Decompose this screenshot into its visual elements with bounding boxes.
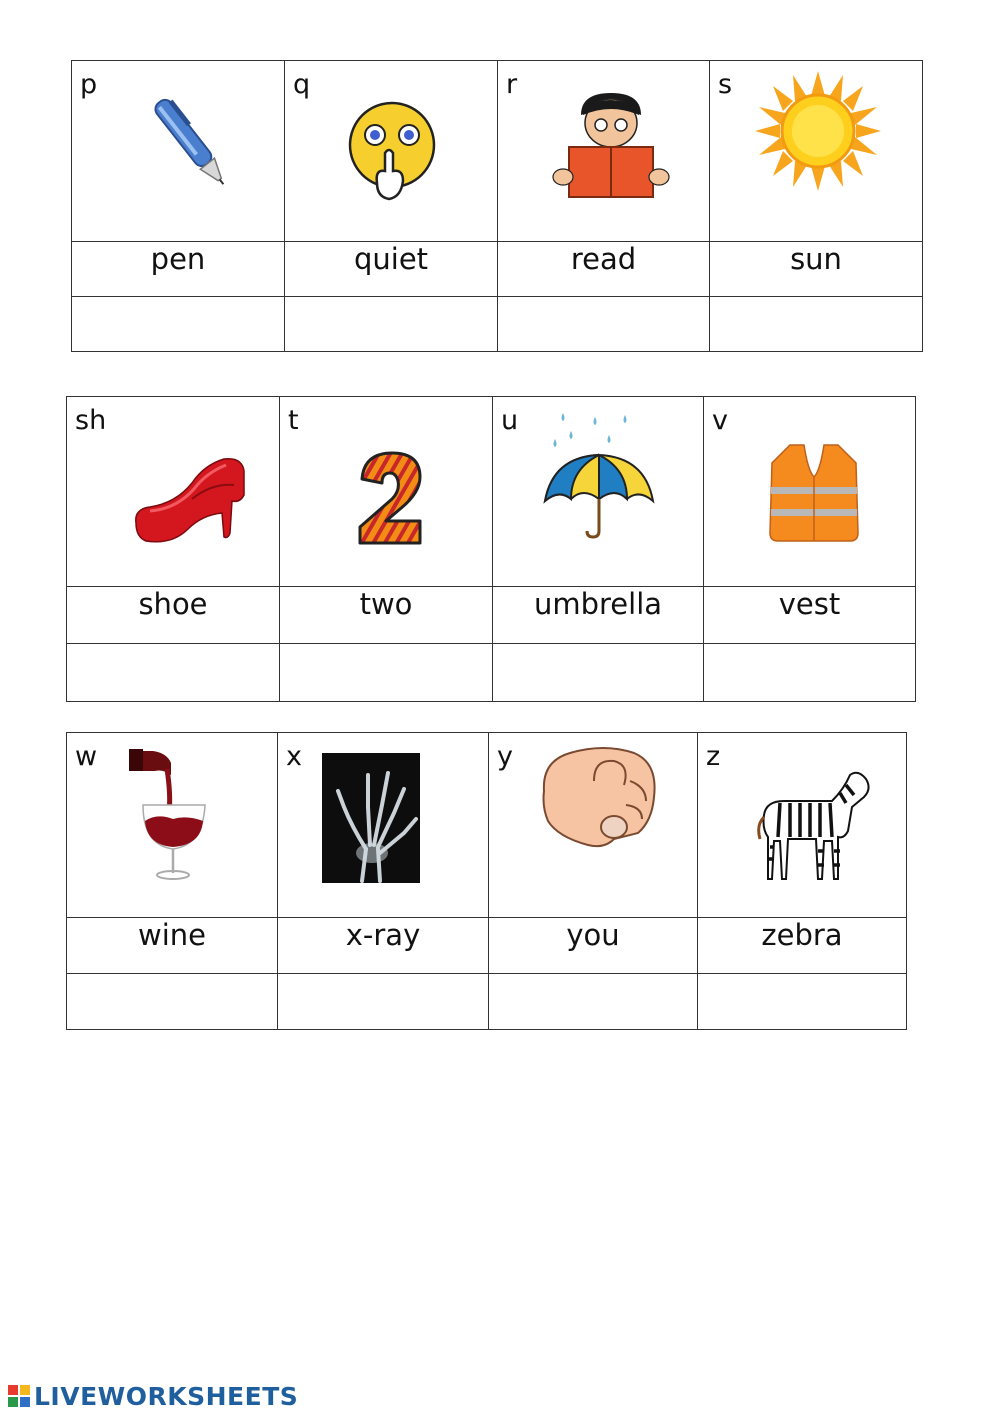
card-letter: z xyxy=(706,741,721,772)
picture-card-r xyxy=(498,61,710,242)
answer-box-w[interactable] xyxy=(67,974,278,1030)
answer-box-sh[interactable] xyxy=(67,644,280,702)
answer-box-s[interactable] xyxy=(710,297,923,352)
word-label-pen: pen xyxy=(72,242,285,297)
word-label-read: read xyxy=(498,242,710,297)
reading-boy-icon xyxy=(551,89,671,201)
answer-box-z[interactable] xyxy=(698,974,907,1030)
card-letter: w xyxy=(75,741,98,772)
card-letter: y xyxy=(497,741,513,772)
vest-icon xyxy=(764,441,864,547)
picture-card-t xyxy=(280,397,493,587)
wine-glass-icon xyxy=(127,745,212,885)
answer-box-r[interactable] xyxy=(498,297,710,352)
word-label-you: you xyxy=(489,918,698,974)
number-two-icon xyxy=(356,449,426,549)
picture-card-y xyxy=(489,733,698,918)
answer-box-v[interactable] xyxy=(704,644,916,702)
picture-card-s xyxy=(710,61,923,242)
zebra-icon xyxy=(754,767,874,885)
brand-name: LIVEWORKSHEETS xyxy=(34,1381,299,1411)
answer-box-u[interactable] xyxy=(493,644,704,702)
card-letter: s xyxy=(718,69,733,100)
word-label-quiet: quiet xyxy=(285,242,498,297)
card-letter: v xyxy=(712,405,728,436)
sun-icon xyxy=(755,71,881,191)
worksheet-table-2 xyxy=(66,396,916,702)
picture-card-u xyxy=(493,397,704,587)
x-ray-hand-icon xyxy=(322,753,420,883)
umbrella-icon xyxy=(543,409,655,539)
picture-card-w xyxy=(67,733,278,918)
worksheet-table-1 xyxy=(71,60,923,352)
picture-card-z xyxy=(698,733,907,918)
worksheet-table-3 xyxy=(66,732,907,1030)
word-label-vest: vest xyxy=(704,587,916,644)
picture-card-p xyxy=(72,61,285,242)
picture-card-q xyxy=(285,61,498,242)
card-letter: u xyxy=(501,405,519,436)
quiet-face-icon xyxy=(345,97,440,212)
pen-icon xyxy=(147,89,237,199)
shoe-icon xyxy=(132,453,247,545)
word-label-two: two xyxy=(280,587,493,644)
liveworksheets-blocks-icon xyxy=(8,1385,30,1407)
card-letter: x xyxy=(286,741,302,772)
pointing-finger-icon xyxy=(534,741,659,851)
card-letter: r xyxy=(506,69,518,100)
liveworksheets-logo[interactable] xyxy=(8,1380,298,1412)
word-label-umbrella: umbrella xyxy=(493,587,704,644)
word-label-zebra: zebra xyxy=(698,918,907,974)
answer-box-p[interactable] xyxy=(72,297,285,352)
card-letter: q xyxy=(293,69,311,100)
answer-box-q[interactable] xyxy=(285,297,498,352)
picture-card-sh xyxy=(67,397,280,587)
word-label-sun: sun xyxy=(710,242,923,297)
answer-box-x[interactable] xyxy=(278,974,489,1030)
answer-box-t[interactable] xyxy=(280,644,493,702)
picture-card-x xyxy=(278,733,489,918)
picture-card-v xyxy=(704,397,916,587)
word-label-x-ray: x-ray xyxy=(278,918,489,974)
card-letter: sh xyxy=(75,405,107,436)
word-label-wine: wine xyxy=(67,918,278,974)
card-letter: t xyxy=(288,405,299,436)
card-letter: p xyxy=(80,69,98,100)
answer-box-y[interactable] xyxy=(489,974,698,1030)
word-label-shoe: shoe xyxy=(67,587,280,644)
